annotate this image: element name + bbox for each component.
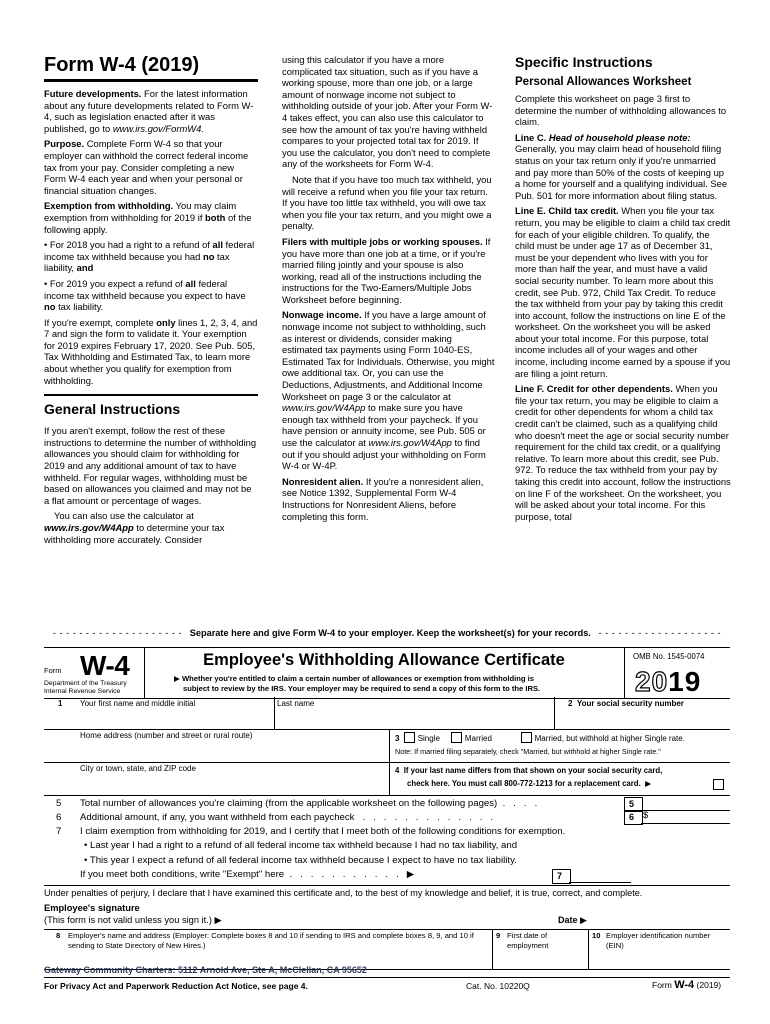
- refund-note: Note that if you have too much tax withheld, you will receive a refund when you file your tax return. If you have too little tax withheld, you will owe tax when you file your tax return, and you might owe a penalty.: [282, 173, 492, 232]
- home-address-field[interactable]: Home address (number and street or rural route): [44, 729, 390, 762]
- calculator-continued: using this calculator if you have a more complicated tax situation, such as if you have a working spouse, more than one job, or a large amount of nonwage income not subject to withholding outside of your job. After your Form W-4 takes effect, you can also use this calculator to see how the amount of tax you're having withheld compares to your projected total tax for 2019. If you use the calculator, you don't need to complete any of the worksheets for Form W-4.: [282, 54, 493, 170]
- nonresident-paragraph: Nonresident alien. If you're a nonresident alien, see Notice 1392, Supplemental Form W-4 Instructions for Nonresident Aliens, before completing this form.: [282, 475, 484, 522]
- separator-line: - - - - - - - - - - - - - - - - - - - - Separate here and give Form W-4 to your employer. Keep the worksheet(s) for your records. - - - - - - - - - - - - - - - - - - -: [52, 628, 722, 638]
- right-column: [515, 54, 731, 526]
- perjury-statement: Under penalties of perjury, I declare that I have examined this certificate and, to the best of my knowledge and belief, it is true, correct, and complete.: [44, 888, 643, 898]
- signature-field[interactable]: Employee's signature (This form is not valid unless you sign it.) ▶ Date ▶: [44, 903, 730, 930]
- w4app-link-3[interactable]: www.irs.gov/W4App: [368, 437, 452, 448]
- filing-note: Note: If married filing separately, check "Married, but withhold at higher Single rate.": [395, 747, 661, 756]
- form-title: Form W-4 (2019): [44, 54, 258, 82]
- multiple-jobs-paragraph: Filers with multiple jobs or working spouses. If you have more than one job at a time, or if you're married filing jointly and your spouse is also working, read all of the instructions including the instructions for the Two-Earners/Multiple Jobs Worksheet before beginning.: [282, 235, 491, 305]
- w4-page: Form W-4 (2019) Future developments. For the latest information about any future developments related to Form W-4, such as legislation enacted after it was published, go to www.irs.gov/FormW4. Purpose. Complete Form W-4 so that your employer can withhold the correct federal income tax from your pay. Consider completing a new Form W-4 each year and when your personal or financial situation changes. Exemption from withholding. You may claim exemption from withholding for 2019 if both of the following apply. • For 2018 you had a right to a refund of all federal income tax withheld because you had no tax liability, and • For 2019 you expect a refund of all federal income tax withheld because you expect to have no tax liability. If you're exempt, complete only lines 1, 2, 3, 4, and 7 and sign the form to validate it. Your exemption for 2019 expires February 17, 2020. See Pub. 505, Tax Withholding and Estimated Tax, to learn more about whether you qualify for exemption from withholding. General Instructions If you aren't exempt, follow the rest of these instructions to determine the number of withholding allowances you should claim for withholding for 2019 and any additional amount of tax to have withheld. For regular wages, withholding must be based on allowances you claimed and may not be a flat amount or percentage of wages. You can also use the calculator at www.irs.gov/W4App to determine your tax withholding more accurately. Consider using this calculator if you have a more complicated tax situation, such as if you have a working spouse, more than one job, or a large amount of nonwage income not subject to withholding outside of your job. After your Form W-4 takes effect, you can also use this calculator to see how the amount of tax you're having withheld compares to your projected total tax for 2019. If you use the calculator, you don't need to complete any of the worksheets for Form W-4. Note that if you have too much tax withheld, you will receive a refund when you file your tax return. If you have too little tax withheld, you will owe tax when you file your tax return, and you might owe a penalty. Filers with multiple jobs or working spouses. If you have more than one job at a time, or if you're married filing jointly and your spouse is also working, read all of the instructions including the instructions for the Two-Earners/Multiple Jobs Worksheet before beginning. Nonwage income. If you have a large amount of nonwage income not subject to withholding, such as interest or dividends, consider making estimated tax payments using Form 1040-ES, Estimated Tax for Individuals. Otherwise, you might owe additional tax. Or, you can use the Deductions, Adjustments, and Additional Income Worksheet on page 3 or the calculator at www.irs.gov/W4App to make sure you have enough tax withheld from your paycheck. If you have pension or annuity income, see Pub. 505 or use the calculator at www.irs.gov/W4App to find out if you should adjust your withholding on Form W-4 or W-4P. Nonresident alien. If you're a nonresident alien, see Notice 1392, Supplemental Form W-4 Instructions for Nonresident Aliens, before completing this form. Specific Instructions Personal Allowances Worksheet Complete this worksheet on page 3 first to determine the number of withholding allowances to claim. Line C. Head of household please note: Generally, you may claim head of household filing status on your tax return only if you're unmarried and pay more than 50% of the costs of keeping up a home for yourself and a qualifying individual. See Pub. 501 for more information about filing status. Line E. Child tax credit. When you file your tax return, you may be eligible to claim a child tax credit for each of your eligible children. To qualify, the child must be under age 17 as of December 31, must be your dependent who lives with you for more than half the year, and must have a valid social security number. To learn more about this credit, see Pub. 972, Child Tax Credit. To reduce the tax withheld from your pay by taking this credit into account, follow the instructions on line E of the worksheet. On the worksheet you will be asked about your total income. For this purpose, total income includes all of your wages and other income, including income earned by a spouse if you are filing a joint return. Line F. Credit for other dependents. When you file your tax return, you may be eligible to claim a credit for other dependents for whom a child tax credit can't be claimed, such as a qualifying child who doesn't meet the age or social security number requirement for the child tax credit, or a qualifying relative. To learn more about this credit, see Pub. 972. To reduce the tax withheld from your pay by taking this credit into account, follow the instructions on line F of the worksheet. On the worksheet, you will be asked about your total income. For this purpose, total - - - - - - - - - - - - - - - - - - - - Separate here and give Form W-4 to your employer. Keep the worksheet(s) for your records. - - - - - - - - - - - - - - - - - - - Form W-4 Department of the Treasury Internal Revenue Service Employee's Withholding Allowance Certificate ▶ Whether you're entitled to claim a certain number of allowances or exemption from withholding is subject to review by the IRS. Your employer may be required to send a copy of this form to the IRS. OMB No. 1545-0074 2019 1 Your first name and middle initial Last name 2 Your social security number Home address (number and street or rural route) 3 Single Married Married, but withhold at higher Single rate. Note: If married filing separately, check "Married, but withhold at higher Single rate." City or town, state, and ZIP code 4 If your last name differs from that shown on your social security card, check here. You must call 800-772-1213 for a replacement card. ▶ 5 Total number of allowances you're claiming (from the applicable worksheet on the following pages) . . . . 6 Additional amount, if any, you want withheld from each paycheck . . . . . . . . . . . . . 5 6 $ 7 I claim exemption from withholding for 2019, and I certify that I meet both of the following conditions for exemption. • Last year I had a right to a refund of all federal income tax withheld because I had no tax liability, and • This year I expect a refund of all federal income tax withheld because I expect to have no tax liability. If you meet both conditions, write "Exempt" here . . . . . . . . . . . ▶ 7 Under penalties of perjury, I declare that I have examined this certificate and, to the best of my knowledge and belief, it is true, correct, and complete. Employee's signature (This form is not valid unless you sign it.) ▶ Date ▶ 8 Employer's name and address (Employer: Complete boxes 8 and 10 if sending to IRS and complete boxes 8, 9, and 10 if sending to State Directory of New Hires.) 9 First date of employment 10 Employer identification number (EIN) Gateway Community Charters: 5112 Arnold Ave, Ste A, McClellan, CA 95652 For Privacy Act and Paperwork Reduction Act Notice, see page 4. Cat. No. 10220Q Form W-4 (2019): [44, 54, 731, 991]
- first-name-field[interactable]: 1 Your first name and middle initial: [44, 697, 275, 729]
- exemption-bullet-1: • For 2018 you had a right to a refund of all federal income tax withheld because you had no tax liability, and: [44, 239, 255, 274]
- middle-column: [282, 54, 495, 526]
- separator-text: Separate here and give Form W-4 to your employer. Keep the worksheet(s) for your records.: [189, 628, 591, 638]
- exemption-bullet-2: • For 2019 you expect a refund of all federal income tax withheld because you expect to have no tax liability.: [44, 277, 246, 313]
- address-row: [44, 729, 730, 763]
- left-column: [44, 54, 258, 549]
- name-differs-checkbox[interactable]: [713, 779, 724, 790]
- footer-form-id: Form W-4 (2019): [652, 979, 722, 991]
- line-e-paragraph: Line E. Child tax credit. When you file your tax return, you may be eligible to claim a child tax credit for each of your eligible children. To qualify, the child must be under age 17 as of December 31, must be your dependent who lives with you for more than half the year, and must have a valid social security number. To learn more about this credit, see Pub. 972, Child Tax Credit. To reduce the tax withheld from your pay by taking this credit into account, follow the instructions on line E of the worksheet. On the worksheet you will be asked about your total income. For this purpose, total income includes all of your wages and other income, including income earned by a spouse if you are filing a joint return.: [515, 205, 731, 379]
- line-f-paragraph: Line F. Credit for other dependents. When you file your tax return, you may be eligible to claim a credit for other dependents for whom a child tax credit can't be claimed, such as a qualifying child who doesn't meet the age or social security number requirement for the child tax credit, or a qualifying relative. To learn more about this credit, see Pub. 972. To reduce the tax withheld from your pay by taking this credit into account, follow the instructions on line F of the worksheet. On the worksheet, you will be asked about your total income. For this purpose, total: [515, 383, 731, 522]
- certificate-title: Employee's Withholding Allowance Certificate: [203, 651, 565, 669]
- general-instructions-title: General Instructions: [44, 394, 258, 417]
- exempt-field[interactable]: [569, 869, 631, 883]
- exempt-instructions: If you're exempt, complete only lines 1, 2, 3, 4, and 7 and sign the form to validate it. Your exemption for 2019 expires February 17, 2020. See Pub. 505, Tax Withholding and Estimated Tax, to learn more about whether you qualify for exemption from withholding.: [44, 316, 258, 386]
- last-name-field[interactable]: Last name: [274, 697, 555, 729]
- city-row: [44, 762, 730, 796]
- allowances-field[interactable]: [641, 797, 730, 811]
- first-date-employment-field[interactable]: 9 First date of employment: [492, 929, 589, 969]
- specific-instructions-title: Specific Instructions: [515, 54, 653, 70]
- filing-status: 3 Single Married Married, but withhold at higher Single rate. Note: If married filing separately, check "Married, but withhold at higher Single rate.": [395, 734, 685, 756]
- future-developments: Future developments. For the latest information about any future developments related to Form W-4, such as legislation enacted after it was published, go to www.irs.gov/FormW4.: [44, 88, 254, 134]
- form-url-link[interactable]: www.irs.gov/FormW4.: [112, 122, 204, 134]
- ssn-field[interactable]: 2 Your social security number: [568, 699, 684, 708]
- catalog-number: Cat. No. 10220Q: [466, 981, 530, 991]
- exemption-paragraph: Exemption from withholding. You may claim exemption from withholding for 2019 if both of the following apply.: [44, 200, 252, 235]
- w4app-link-2[interactable]: www.irs.gov/W4App: [282, 402, 366, 414]
- certificate-header: Form W-4 Department of the Treasury Internal Revenue Service Employee's Withholding Allowance Certificate ▶ Whether you're entitled to claim a certain number of allowances or exemption from withholding is subject to review by the IRS. Your employer may be required to send a copy of this form to the IRS. OMB No. 1545-0074 2019: [44, 647, 730, 699]
- department-label: Department of the Treasury Internal Revenue Service: [44, 680, 127, 695]
- certificate-subtitle: ▶ Whether you're entitled to claim a certain number of allowances or exemption from withholding is subject to review by the IRS. Your employer may be required to send a copy of this form to the IRS.: [174, 674, 541, 693]
- employer-name-address-field[interactable]: 8 Employer's name and address (Employer: Complete boxes 8 and 10 if sending to IRS and complete boxes 8, 9, and 10 if sending to State Directory of New Hires.): [44, 929, 493, 969]
- married-checkbox[interactable]: [451, 732, 462, 743]
- tax-year: 2019: [635, 666, 702, 697]
- additional-amount-field[interactable]: $: [641, 810, 730, 824]
- form-code: W-4: [80, 650, 130, 681]
- calculator-paragraph: You can also use the calculator at www.irs.gov/W4App to determine your tax withholding more accurately. Consider: [44, 510, 225, 545]
- line-c-paragraph: Line C. Head of household please note: Generally, you may claim head of household filing status on your tax return only if you're unmarried and pay more than 50% of the costs of keeping up a home for yourself and a qualifying individual. See Pub. 501 for more information about filing status.: [515, 131, 728, 201]
- nonwage-paragraph: Nonwage income. If you have a large amount of nonwage income not subject to withholding, such as interest or dividends, consider making estimated tax payments using Form 1040-ES, Estimated Tax for Individuals. Otherwise, you might owe additional tax. Or, you can use the Deductions, Adjustments, and Additional Income Worksheet on page 3 or the calculator at www.irs.gov/W4App to make sure you have enough tax withheld from your paycheck. If you have pension or annuity income, see Pub. 505 or use the calculator at www.irs.gov/W4App to find out if you should adjust your withholding on Form W-4 or W-4P.: [282, 309, 495, 472]
- w4app-link[interactable]: www.irs.gov/W4App: [44, 522, 134, 533]
- worksheet-intro: Complete this worksheet on page 3 first to determine the number of withholding allowances to claim.: [515, 93, 727, 128]
- employer-row: [44, 929, 730, 970]
- married-higher-rate-checkbox[interactable]: [521, 732, 532, 743]
- single-checkbox[interactable]: [404, 732, 415, 743]
- privacy-notice: For Privacy Act and Paperwork Reduction Act Notice, see page 4.: [44, 981, 308, 991]
- name-row: [44, 697, 730, 730]
- city-state-zip-field[interactable]: City or town, state, and ZIP code: [44, 762, 390, 795]
- omb-number: OMB No. 1545-0074: [633, 652, 705, 661]
- name-differs-section: 4 If your last name differs from that shown on your social security card, check here. You must call 800-772-1213 for a replacement card. ▶: [389, 762, 730, 795]
- worksheet-title: Personal Allowances Worksheet: [515, 76, 692, 88]
- ein-field[interactable]: 10 Employer identification number (EIN): [592, 931, 711, 950]
- date-label: Date ▶: [558, 915, 587, 925]
- purpose-paragraph: Purpose. Complete Form W-4 so that your employer can withhold the correct federal income tax from your pay. Consider completing a new Form W-4 each year and when your personal or financial situation changes.: [44, 138, 249, 196]
- employer-value: Gateway Community Charters: 5112 Arnold Ave, Ste A, McClellan, CA 95652: [44, 965, 367, 975]
- general-instructions-body: If you aren't exempt, follow the rest of these instructions to determine the number of withholding allowances you should claim for withholding for 2019 and any additional amount of tax to have withheld. For regular wages, withholding must be based on allowances you claimed and may not be a flat amount or percentage of wages.: [44, 425, 257, 506]
